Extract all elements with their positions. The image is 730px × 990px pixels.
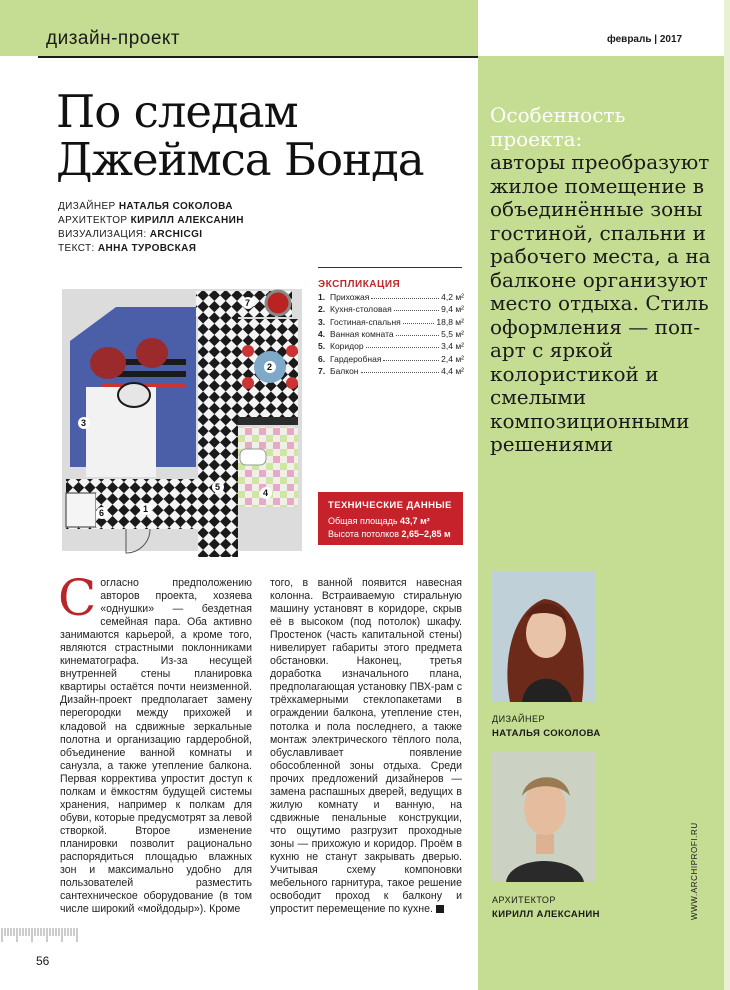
credit-text	[58, 243, 196, 254]
body-text-1: огласно предположению авторов проекта, хозяева «однушки» — бездетная семейная пара. Оба активно занимаются карьерой, а кроме того, являются страстными поклонниками кинематографа. Из-за несущей внутренней стены планировка квартиры остаётся почти неизменной. Дизайн-проект предполагает замену перегородки между прихожей и кладовой на сдвижные зеркальные полотна и организацию гардеробной, объединение ванной комнаты и санузла, а также утепление балкона. Первая корректива упростит доступ к полкам и ёмкостям будущей системы хранения, например к полкам для обуви, которые предусмотрят за левой створкой. Второе изменение планировки позволит рационально распорядиться площадью влажных зон и максимально удобно для пользователей разместить сантехническое оборудование (в том числе широкий «мойдодыр»). Кроме	[60, 577, 252, 916]
tech-area-value: 43,7 м²	[400, 516, 430, 526]
architect-photo	[492, 752, 596, 882]
tech-data-box	[318, 492, 463, 545]
explication-name: Гардеробная	[330, 353, 382, 364]
floor-plan	[56, 267, 316, 567]
body-column-1	[58, 569, 252, 916]
explication-value: 18,8 м²	[436, 316, 464, 327]
feature-text: авторы преобразуют жилое помещение в объединённые зоны гостиной, спальни и рабочего места, а на балконе организуют место отдыха. Стиль оформления — поп-арт с яркой колористикой и смелыми композиционными решениями	[490, 150, 711, 456]
tech-area	[328, 516, 430, 526]
explication-num: 3.	[318, 316, 326, 327]
explication-value: 4,2 м²	[441, 292, 464, 302]
explication-num: 6.	[318, 353, 326, 364]
explication-rule	[318, 267, 462, 268]
feature-quote	[490, 104, 722, 457]
plan-label-7: 7	[245, 298, 251, 308]
explication-leader	[396, 329, 440, 336]
website-url: WWW.ARCHIPROFI.RU	[690, 822, 699, 920]
credit-role: ТЕКСТ:	[58, 243, 95, 254]
tech-height	[328, 529, 451, 539]
explication-title: ЭКСПЛИКАЦИЯ	[318, 279, 401, 290]
plan-label-3: 3	[81, 418, 87, 428]
credit-role: ДИЗАЙНЕР	[58, 201, 116, 212]
explication-num: 4.	[318, 328, 326, 339]
explication-name: Кухня-столовая	[330, 304, 392, 315]
explication-value: 4,4 м²	[441, 365, 464, 376]
designer-caption-name: НАТАЛЬЯ СОКОЛОВА	[492, 728, 601, 739]
explication-row	[318, 317, 464, 327]
explication-num: 7.	[318, 365, 326, 376]
explication-name: Балкон	[330, 365, 359, 376]
plan-label-2: 2	[267, 362, 273, 372]
plan-label-4: 4	[263, 488, 269, 498]
explication-leader	[383, 354, 439, 361]
explication-row	[318, 292, 464, 302]
credit-visualization	[58, 229, 202, 240]
explication-leader	[361, 366, 440, 373]
section-label: дизайн-проект	[46, 28, 181, 49]
tech-title: ТЕХНИЧЕСКИЕ ДАННЫЕ	[328, 500, 452, 511]
explication-row	[318, 354, 464, 364]
explication-value: 5,5 м²	[441, 328, 464, 339]
credit-role: ВИЗУАЛИЗАЦИЯ:	[58, 229, 147, 240]
explication-name: Прихожая	[330, 292, 370, 302]
header-rule	[38, 56, 478, 58]
end-mark-icon	[436, 905, 444, 913]
explication-name: Коридор	[330, 341, 364, 352]
plan-label-1: 1	[143, 504, 149, 514]
credit-name: АННА ТУРОВСКАЯ	[97, 243, 197, 254]
body-column-2	[270, 577, 462, 916]
architect-caption-role: АРХИТЕКТОР	[492, 895, 556, 905]
plan-label-6: 6	[99, 508, 105, 518]
explication-leader	[366, 341, 440, 348]
explication-num: 2.	[318, 304, 326, 315]
explication-row	[318, 304, 464, 314]
drop-cap: С	[58, 569, 97, 627]
architect-caption-name: КИРИЛЛ АЛЕКСАНИН	[492, 909, 600, 920]
credit-name: НАТАЛЬЯ СОКОЛОВА	[118, 201, 233, 212]
ruler-decoration	[0, 928, 78, 946]
tech-height-value: 2,65–2,85 м	[401, 529, 451, 539]
designer-photo	[492, 571, 596, 702]
tech-height-label: Высота потолков	[328, 529, 399, 539]
sidebar-edge	[724, 0, 730, 990]
credit-designer	[58, 201, 233, 212]
title-line-1: По следам	[56, 85, 298, 138]
issue-date: февраль | 2017	[607, 34, 683, 45]
explication-leader	[371, 292, 439, 299]
explication-leader	[403, 317, 435, 324]
credit-role: АРХИТЕКТОР	[58, 215, 128, 226]
explication-row	[318, 341, 464, 351]
explication-num: 1.	[318, 292, 326, 302]
designer-caption-role: ДИЗАЙНЕР	[492, 714, 545, 724]
explication-value: 9,4 м²	[441, 304, 464, 315]
body-text-2: того, в ванной появится навесная колонна. Встраиваемую стиральную машину установят в коридоре, скрыв её в высоком (под потолок) шкафу. Простенок (часть капитальной стены) нивелирует габариты этого предмета обстановки. Наконец, третья доработка изначального плана, предполагающая установку ПВХ-рам с трёхкамерными стеклопакетами в ограждении балкона, утепление стен, потолка и пола последнего, а также монтаж электрического тёплого пола, обуславливает появление обособленной зоны отдыха. Среди прочих предложений дизайнеров — замена распашных дверей, ведущих в жилую комнату и ванную, на сдвижные пенальные конструкции, что ощутимо разгрузит проходные зоны — прихожую и коридор. Проём в кухню не станут закрывать дверью. Учитывая схему компоновки мебельного гарнитура, такое решение освободит проход к балкону и упростит перемещение по кухне.	[270, 577, 462, 916]
page-number: 56	[36, 954, 50, 968]
explication-row	[318, 366, 464, 376]
explication-leader	[394, 304, 439, 311]
plan-label-5: 5	[215, 482, 221, 492]
tech-area-label: Общая площадь	[328, 516, 398, 526]
explication-name: Ванная комната	[330, 328, 394, 339]
credit-name: КИРИЛЛ АЛЕКСАНИН	[130, 215, 244, 226]
explication-value: 3,4 м²	[441, 341, 464, 352]
title-line-2: Джеймса Бонда	[56, 133, 424, 186]
article-title	[56, 85, 476, 186]
feature-title: Особенность проекта:	[490, 103, 626, 151]
credit-name: ARCHICGI	[149, 229, 203, 240]
explication-value: 2,4 м²	[441, 353, 464, 364]
explication-num: 5.	[318, 341, 326, 352]
credit-architect	[58, 215, 244, 226]
explication-row	[318, 329, 464, 339]
explication-name: Гостиная-спальня	[330, 316, 401, 327]
